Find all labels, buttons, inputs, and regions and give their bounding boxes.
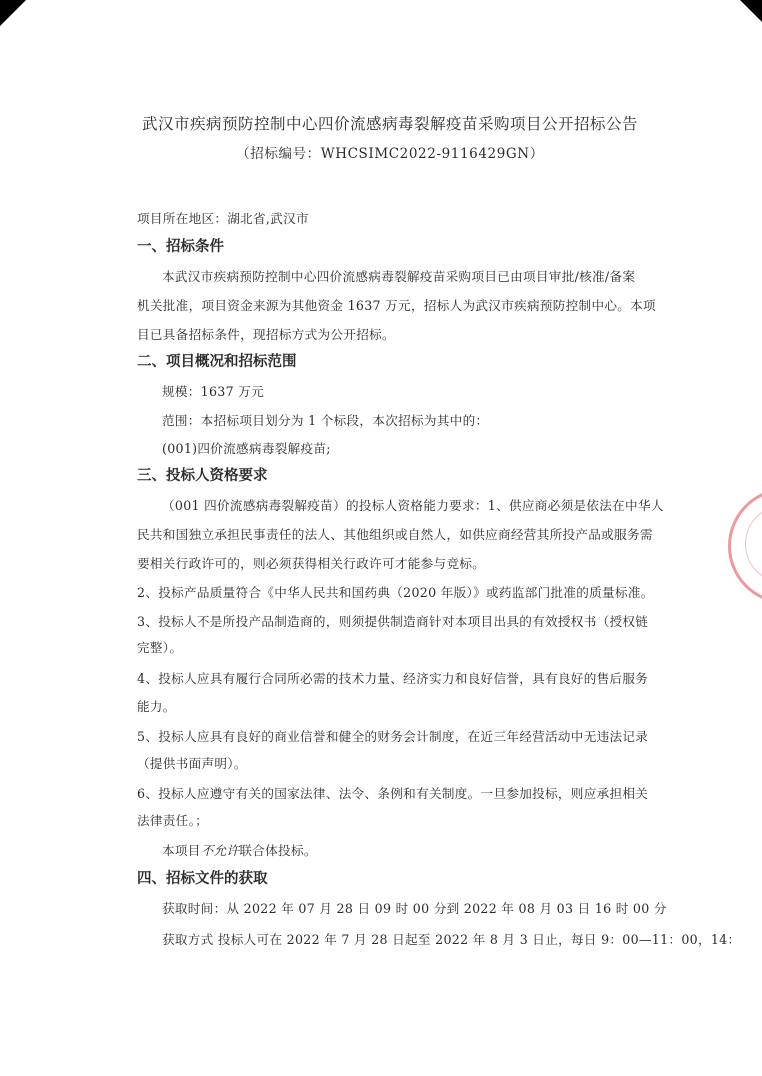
- project-scope: 范围：本招标项目划分为 1 个标段，本次招标为其中的：: [162, 413, 489, 428]
- section-2-heading: 二、项目概况和招标范围: [137, 354, 297, 370]
- section-1-heading: 一、招标条件: [137, 239, 224, 255]
- consortium-post: 联合体投标。: [239, 843, 317, 858]
- seal-inner-ring: [745, 505, 762, 583]
- scan-corner-left: [0, 0, 26, 26]
- red-seal-stamp: [728, 488, 762, 604]
- acquisition-time: 获取时间：从 2022 年 07 月 28 日 09 时 00 分到 2022 年 08 月 03 日 16 时 00 分: [162, 901, 667, 916]
- section-1-line-1: 本武汉市疾病预防控制中心四价流感病毒裂解疫苗采购项目已由项目审批/核准/备案: [162, 269, 636, 284]
- project-scale: 规模：1637 万元: [162, 384, 265, 399]
- qualification-line-1: （001 四价流感病毒裂解疫苗）的投标人资格能力要求：1、供应商必须是依法在中华人: [162, 498, 664, 513]
- qualification-line-12: 法律责任。；: [137, 813, 209, 828]
- qualification-line-8: 能力。: [137, 699, 176, 714]
- consortium-pre: 本项目: [162, 843, 201, 858]
- scan-corner-right: [740, 0, 762, 22]
- section-3-heading: 三、投标人资格要求: [137, 468, 268, 484]
- qualification-line-9: 5、投标人应具有良好的商业信誉和健全的财务会计制度，在近三年经营活动中无违法记录: [137, 729, 649, 744]
- acquisition-method: 获取方式 投标人可在 2022 年 7 月 28 日起至 2022 年 8 月 3 日止，每日 9：00—11：00，14：: [162, 932, 741, 947]
- qualification-line-11: 6、投标人应遵守有关的国家法律、法令、条例和有关制度。一旦参加投标，则应承担相关: [137, 786, 649, 801]
- qualification-line-4: 2、投标产品质量符合《中华人民共和国药典（2020 年版）》或药监部门批准的质量标准。: [137, 585, 654, 600]
- project-location: 项目所在地区：湖北省,武汉市: [137, 211, 309, 226]
- qualification-line-7: 4、投标人应具有履行合同所必需的技术力量、经济实力和良好信誉，具有良好的售后服务: [137, 671, 649, 686]
- section-1-line-2: 机关批准，项目资金来源为其他资金 1637 万元，招标人为武汉市疾病预防控制中心。本项: [137, 298, 656, 313]
- lot-item: (001)四价流感病毒裂解疫苗;: [162, 441, 331, 456]
- qualification-line-3: 要相关行政许可的，则必须获得相关行政许可才能参与竞标。: [137, 556, 486, 571]
- consortium-note: [162, 840, 317, 859]
- tender-number: （招标编号：WHCSIMC2022-9116429GN）: [236, 146, 544, 162]
- qualification-line-5: 3、投标人不是所投产品制造商的，则须提供制造商针对本项目出具的有效授权书（授权链: [137, 614, 649, 629]
- section-1-line-3: 目已具备招标条件，现招标方式为公开招标。: [137, 327, 395, 342]
- qualification-line-2: 民共和国独立承担民事责任的法人、其他组织或自然人，如供应商经营其所投产品或服务需: [137, 527, 653, 542]
- qualification-line-10: （提供书面声明）。: [137, 756, 247, 771]
- consortium-emphasis: 不允许: [200, 843, 240, 858]
- document-title: 武汉市疾病预防控制中心四价流感病毒裂解疫苗采购项目公开招标公告: [141, 115, 638, 133]
- qualification-line-6: 完整）。: [137, 640, 183, 655]
- section-4-heading: 四、招标文件的获取: [137, 871, 268, 887]
